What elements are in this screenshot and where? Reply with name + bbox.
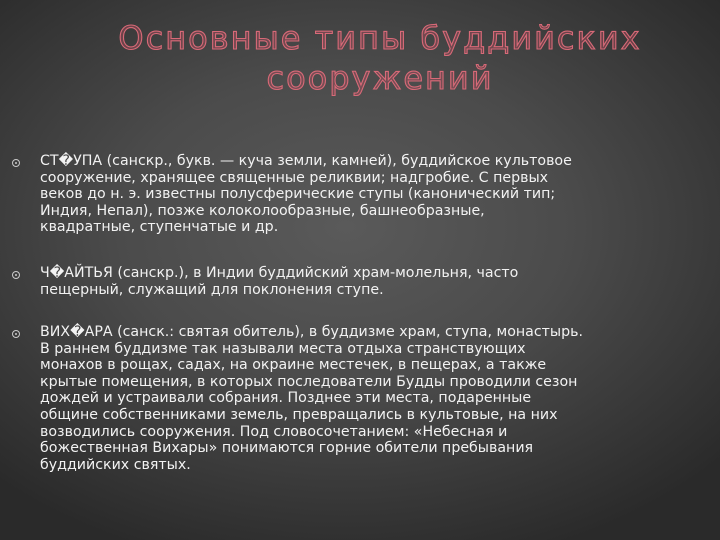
list-item-text: Ч�АЙТЬЯ (санскр.), в Индии буддийский храм-молельня, часто пещерный, служащий для поклонения ступе. [40,265,519,298]
circle-bullet-icon [12,159,20,167]
circle-bullet-icon [12,330,20,338]
title-line-2: сооружений [266,59,494,97]
slide-title [60,18,700,98]
list-item-text: СТ�УПА (санскр., букв. — куча земли, камней), буддийское культовое сооружение, хранящее священные реликвии; надгробие. С первых веков до н. э. известны полусферические ступы (канонический тип; Индия, Непал), позже колоколообразные, башнеобразные, квадратные, ступенчатые и др. [40,153,572,236]
list-item-text: ВИХ�АРА (санск.: святая обитель), в буддизме храм, ступа, монастырь. В раннем буддизме так называли места отдыха странствующих монахов в рощах, садах, на окраине местечек, в пещерах, а также крытые помещения, в которых последователи Будды проводили сезон дождей и устраивали собрания. Позднее эти места, подаренные общине собственниками земель, превращались в культовые, на них возводились сооружения. Под словосочетанием: «Небесная и божественная Вихары» понимаются горние обители пребывания буддийских святых. [40,324,583,473]
circle-bullet-icon [12,271,20,279]
title-line-1: Основные типы буддийских [118,19,642,57]
